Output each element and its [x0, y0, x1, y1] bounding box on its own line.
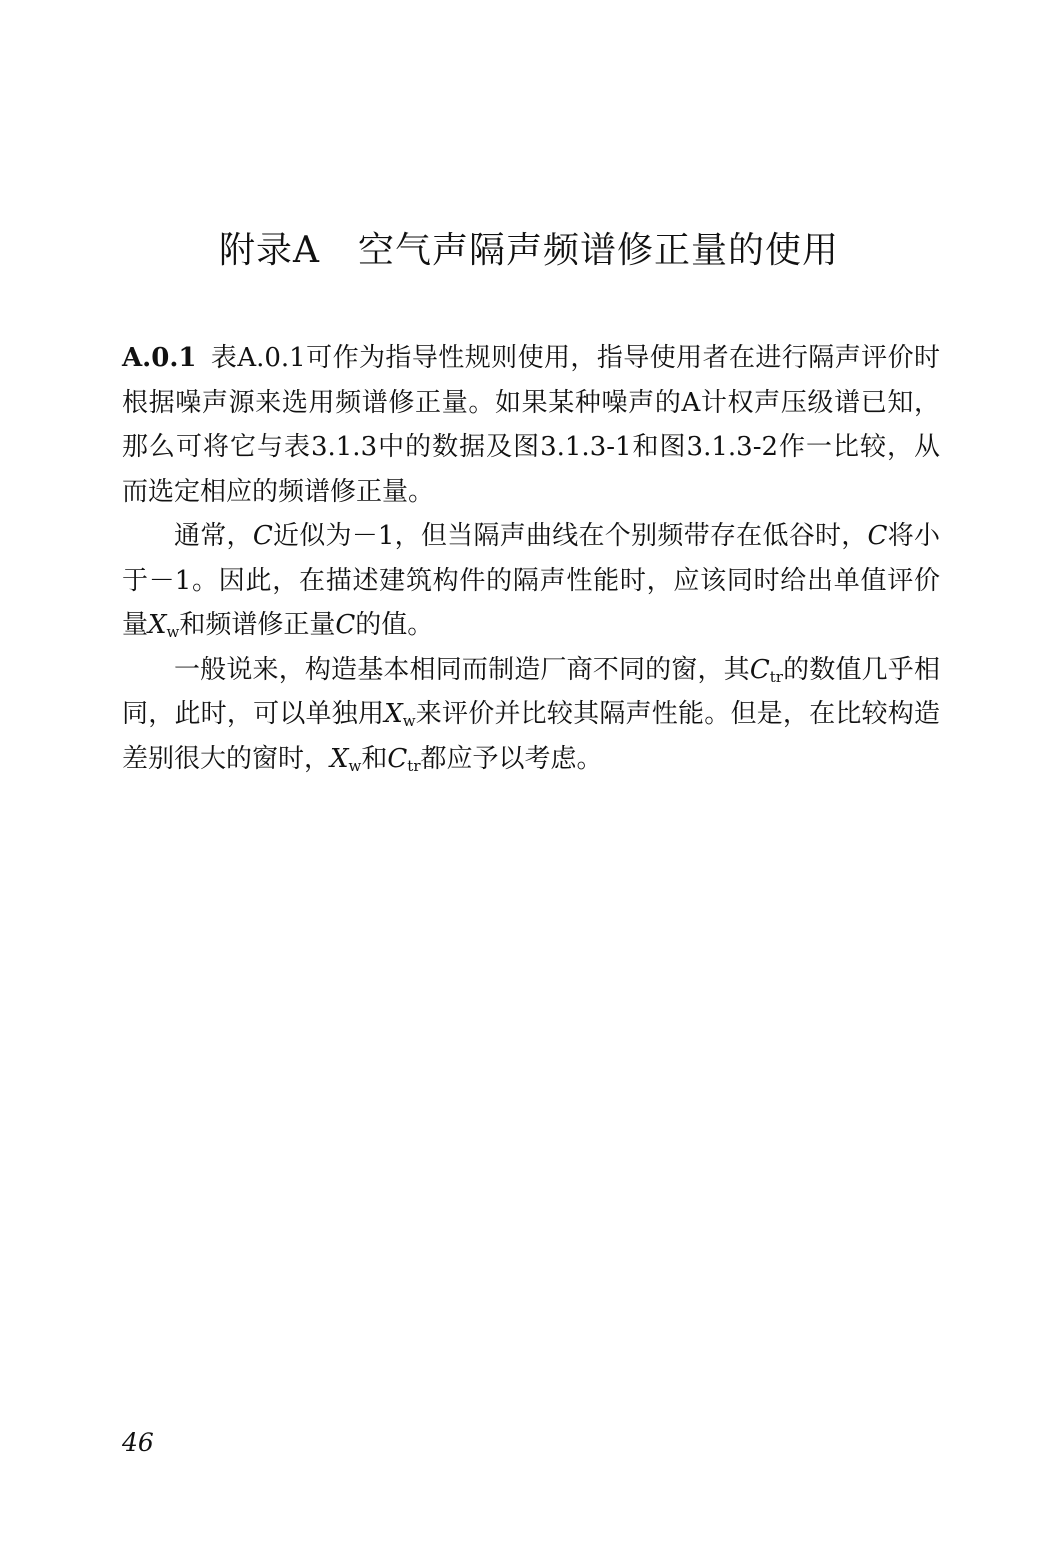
- symbol-x: X: [384, 699, 403, 729]
- symbol-c: C: [387, 743, 408, 774]
- appendix-title: [0, 222, 1058, 273]
- clause-body: [122, 336, 940, 781]
- subscript-tr: tr: [769, 667, 783, 686]
- text-run: 通常，: [174, 521, 253, 551]
- appendix-label: 附录A: [218, 230, 320, 271]
- text-run: 一般说来，构造基本相同而制造厂商不同的窗，其: [174, 654, 750, 685]
- paragraph-2: [122, 514, 940, 648]
- page-number: 46: [122, 1428, 154, 1457]
- subscript-w: w: [348, 756, 362, 775]
- text-run: 来评价并比较其隔声性能。但是，在比较构造差别很大的窗时，: [122, 699, 940, 774]
- symbol-c: C: [335, 610, 356, 640]
- text-run: 都应予以考虑。: [420, 743, 603, 774]
- clause-number: A.0.1: [122, 343, 197, 373]
- text-run: 的数值几乎相同，此时，可以单独用: [122, 654, 940, 729]
- symbol-c: C: [867, 521, 888, 551]
- subscript-tr: tr: [407, 756, 421, 775]
- subscript-w: w: [166, 623, 180, 641]
- text-run: 的值。: [355, 610, 434, 640]
- text-run: 和: [361, 743, 388, 774]
- subscript-w: w: [402, 712, 416, 730]
- symbol-c: C: [749, 654, 770, 685]
- paragraph-1: [122, 336, 940, 514]
- paragraph-1-text: 表A.0.1可作为指导性规则使用，指导使用者在进行隔声评价时根据噪声源来选用频谱修正量。如果某种噪声的A计权声压级谱已知，那么可将它与表3.1.3中的数据及图3.1.3-1和图3.1.3-2作一比较，从而选定相应的频谱修正量。: [122, 343, 940, 507]
- appendix-title-text: 空气声隔声频谱修正量的使用: [357, 230, 839, 271]
- text-run: 将小于－1。因此，在描述建筑构件的隔声性能时，应该同时给出单值评价量: [122, 521, 940, 640]
- symbol-c: C: [252, 521, 273, 551]
- symbol-x: X: [148, 610, 167, 640]
- text-run: 近似为－1，但当隔声曲线在个别频带存在低谷时，: [272, 521, 868, 551]
- paragraph-3: [122, 648, 940, 782]
- symbol-x: X: [330, 743, 349, 774]
- text-run: 和频谱修正量: [179, 610, 336, 640]
